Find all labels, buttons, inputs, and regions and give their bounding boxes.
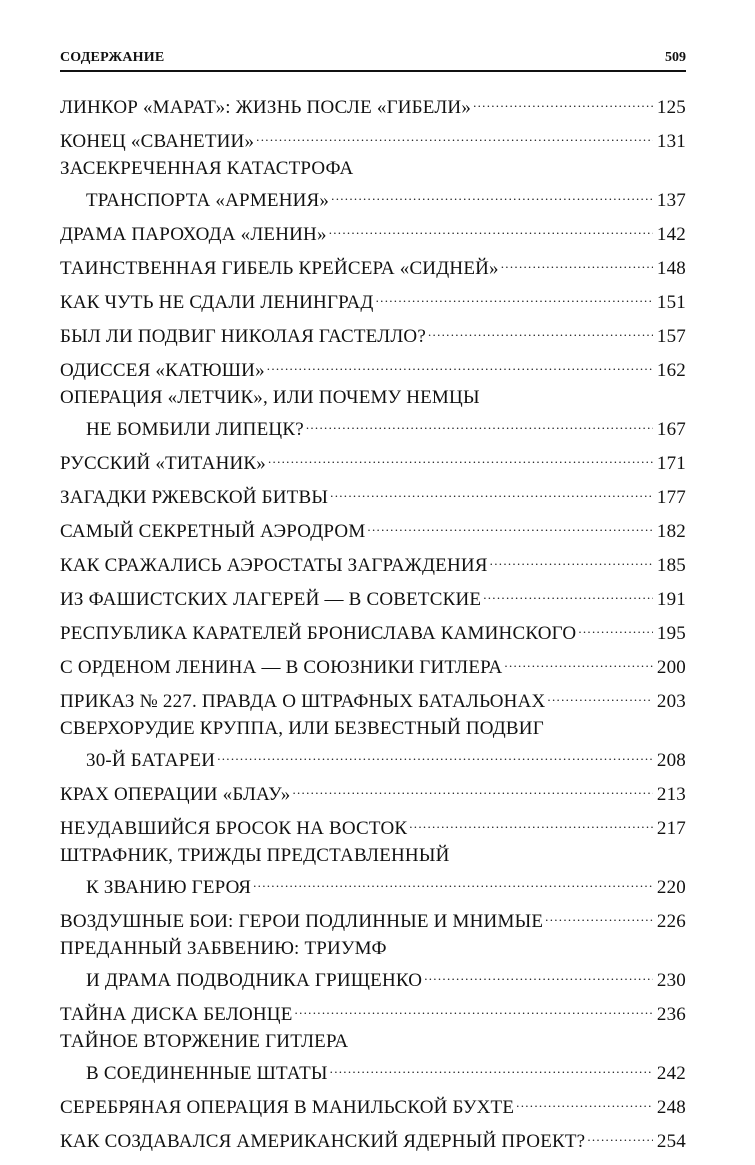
toc-entry-line xyxy=(60,249,686,279)
toc-entry-line xyxy=(60,317,686,347)
toc-entry-page-number: 213 xyxy=(656,784,686,805)
toc-entry-title: СЕРЕБРЯНАЯ ОПЕРАЦИЯ В МАНИЛЬСКОЙ БУХТЕ xyxy=(60,1097,515,1118)
toc-entry-line xyxy=(60,648,686,678)
dot-leader xyxy=(409,809,653,834)
toc-entry-line xyxy=(60,512,686,542)
toc-entry-title-line xyxy=(60,936,686,961)
dot-leader xyxy=(473,88,653,113)
toc-entry-page-number: 195 xyxy=(656,623,686,644)
toc-entry xyxy=(60,580,686,610)
toc-entry-line xyxy=(60,614,686,644)
dot-leader xyxy=(253,868,653,893)
toc-entry xyxy=(60,648,686,678)
dot-leader xyxy=(490,546,653,571)
toc-entry-title: КАК СОЗДАВАЛСЯ АМЕРИКАНСКИЙ ЯДЕРНЫЙ ПРОЕКТ? xyxy=(60,1131,586,1152)
toc-entry-page-number: 137 xyxy=(656,190,686,211)
toc-entry-page-number: 230 xyxy=(656,970,686,991)
toc-entry-page-number: 220 xyxy=(656,877,686,898)
toc-entry xyxy=(60,995,686,1025)
toc-entry-title: НЕУДАВШИЙСЯ БРОСОК НА ВОСТОК xyxy=(60,818,408,839)
toc-entry-line xyxy=(60,351,686,381)
toc-entry-title: САМЫЙ СЕКРЕТНЫЙ АЭРОДРОМ xyxy=(60,521,366,542)
toc-entry-line xyxy=(60,995,686,1025)
dot-leader xyxy=(217,741,653,766)
toc-entry-page-number: 242 xyxy=(656,1063,686,1084)
toc-entry-page-number: 200 xyxy=(656,657,686,678)
dot-leader xyxy=(331,181,653,206)
toc-entry-title-line xyxy=(60,716,686,741)
toc-entry-page-number: 254 xyxy=(656,1131,686,1152)
dot-leader xyxy=(367,512,652,537)
page-number: 509 xyxy=(665,50,686,65)
toc-entry xyxy=(60,156,686,211)
toc-entry xyxy=(60,444,686,474)
toc-entry xyxy=(60,351,686,381)
toc-entry-line xyxy=(60,283,686,313)
toc-entry-line xyxy=(60,775,686,805)
toc-entry xyxy=(60,215,686,245)
toc-entry-line xyxy=(60,478,686,508)
toc-entry-title-continuation: И ДРАМА ПОДВОДНИКА ГРИЩЕНКО xyxy=(86,970,423,991)
toc-entry xyxy=(60,122,686,152)
running-header xyxy=(60,48,686,72)
toc-entry-title: ОПЕРАЦИЯ «ЛЕТЧИК», ИЛИ ПОЧЕМУ НЕМЦЫ xyxy=(60,387,480,408)
dot-leader xyxy=(292,775,652,800)
toc-entry xyxy=(60,716,686,771)
toc-entry-title-line xyxy=(60,385,686,410)
dot-leader xyxy=(545,902,653,927)
running-header-title: СОДЕРЖАНИЕ xyxy=(60,50,165,65)
toc-entry xyxy=(60,283,686,313)
toc-entry xyxy=(60,385,686,440)
toc-entry xyxy=(60,1088,686,1118)
toc-entry-line xyxy=(60,1122,686,1152)
toc-entry-page-number: 185 xyxy=(656,555,686,576)
toc-entry-page-number: 208 xyxy=(656,750,686,771)
dot-leader xyxy=(268,444,653,469)
toc-entry-title: РЕСПУБЛИКА КАРАТЕЛЕЙ БРОНИСЛАВА КАМИНСКОГО xyxy=(60,623,577,644)
dot-leader xyxy=(330,478,653,503)
toc-entry xyxy=(60,1122,686,1152)
toc-entry-title: КАК СРАЖАЛИСЬ АЭРОСТАТЫ ЗАГРАЖДЕНИЯ xyxy=(60,555,488,576)
toc-entry-title: ДРАМА ПАРОХОДА «ЛЕНИН» xyxy=(60,224,327,245)
dot-leader xyxy=(256,122,653,147)
toc-entry xyxy=(60,614,686,644)
toc-entry-line xyxy=(60,122,686,152)
toc-entry-page-number: 177 xyxy=(656,487,686,508)
dot-leader xyxy=(504,648,653,673)
toc-entry-page-number: 125 xyxy=(656,97,686,118)
toc-entry-title: БЫЛ ЛИ ПОДВИГ НИКОЛАЯ ГАСТЕЛЛО? xyxy=(60,326,426,347)
toc-entry xyxy=(60,902,686,932)
toc-entry-page-number: 217 xyxy=(656,818,686,839)
toc-entry xyxy=(60,88,686,118)
table-of-contents xyxy=(60,88,686,1156)
toc-entry-title: КОНЕЦ «СВАНЕТИИ» xyxy=(60,131,255,152)
toc-entry xyxy=(60,1029,686,1084)
toc-entry-line xyxy=(60,410,686,440)
toc-entry-page-number: 182 xyxy=(656,521,686,542)
toc-entry-title: КАК ЧУТЬ НЕ СДАЛИ ЛЕНИНГРАД xyxy=(60,292,374,313)
toc-entry-title-continuation: К ЗВАНИЮ ГЕРОЯ xyxy=(86,877,252,898)
toc-entry-title: КРАХ ОПЕРАЦИИ «БЛАУ» xyxy=(60,784,291,805)
toc-entry-line xyxy=(60,902,686,932)
dot-leader xyxy=(330,1054,653,1079)
toc-entry-title: СВЕРХОРУДИЕ КРУППА, ИЛИ БЕЗВЕСТНЫЙ ПОДВИГ xyxy=(60,718,544,739)
dot-leader xyxy=(587,1122,653,1147)
toc-entry xyxy=(60,546,686,576)
dot-leader xyxy=(306,410,653,435)
dot-leader xyxy=(428,317,653,342)
dot-leader xyxy=(295,995,653,1020)
toc-entry-title: ШТРАФНИК, ТРИЖДЫ ПРЕДСТАВЛЕННЫЙ xyxy=(60,845,450,866)
toc-entry xyxy=(60,317,686,347)
toc-entry xyxy=(60,249,686,279)
toc-entry-page-number: 142 xyxy=(656,224,686,245)
toc-entry-page-number: 148 xyxy=(656,258,686,279)
toc-entry xyxy=(60,809,686,839)
toc-entry xyxy=(60,775,686,805)
toc-entry xyxy=(60,843,686,898)
toc-entry-line xyxy=(60,215,686,245)
toc-entry-title-line xyxy=(60,1029,686,1054)
toc-entry-page-number: 236 xyxy=(656,1004,686,1025)
toc-entry-title-continuation: НЕ БОМБИЛИ ЛИПЕЦК? xyxy=(86,419,304,440)
toc-entry-title-continuation: ТРАНСПОРТА «АРМЕНИЯ» xyxy=(86,190,330,211)
dot-leader xyxy=(267,351,653,376)
toc-entry-page-number: 167 xyxy=(656,419,686,440)
toc-entry-title-line xyxy=(60,156,686,181)
dot-leader xyxy=(501,249,653,274)
dot-leader xyxy=(329,215,653,240)
toc-entry-title-line xyxy=(60,843,686,868)
toc-entry-title: ЗАСЕКРЕЧЕННАЯ КАТАСТРОФА xyxy=(60,158,354,179)
toc-entry-title: РУССКИЙ «ТИТАНИК» xyxy=(60,453,266,474)
toc-entry-title: ОДИССЕЯ «КАТЮШИ» xyxy=(60,360,265,381)
dot-leader xyxy=(516,1088,653,1113)
toc-entry-line xyxy=(60,1054,686,1084)
toc-entry-line xyxy=(60,868,686,898)
dot-leader xyxy=(483,580,653,605)
toc-entry-title: ПРЕДАННЫЙ ЗАБВЕНИЮ: ТРИУМФ xyxy=(60,938,387,959)
toc-entry-line xyxy=(60,546,686,576)
toc-entry xyxy=(60,682,686,712)
toc-entry-line xyxy=(60,181,686,211)
toc-entry-page-number: 191 xyxy=(656,589,686,610)
toc-entry-page-number: 171 xyxy=(656,453,686,474)
dot-leader xyxy=(547,682,652,707)
dot-leader xyxy=(578,614,653,639)
toc-entry-line xyxy=(60,809,686,839)
toc-entry-title: ЛИНКОР «МАРАТ»: ЖИЗНЬ ПОСЛЕ «ГИБЕЛИ» xyxy=(60,97,472,118)
toc-entry-title: ПРИКАЗ № 227. ПРАВДА О ШТРАФНЫХ БАТАЛЬОНАХ xyxy=(60,691,546,712)
toc-entry-title: ТАИНСТВЕННАЯ ГИБЕЛЬ КРЕЙСЕРА «СИДНЕЙ» xyxy=(60,258,499,279)
toc-entry-line xyxy=(60,444,686,474)
toc-entry-page-number: 151 xyxy=(656,292,686,313)
toc-entry-line xyxy=(60,682,686,712)
toc-entry xyxy=(60,478,686,508)
toc-entry-line xyxy=(60,88,686,118)
toc-entry-title: ВОЗДУШНЫЕ БОИ: ГЕРОИ ПОДЛИННЫЕ И МНИМЫЕ xyxy=(60,911,544,932)
toc-entry-line xyxy=(60,961,686,991)
toc-entry-page-number: 226 xyxy=(656,911,686,932)
toc-entry-title: С ОРДЕНОМ ЛЕНИНА — В СОЮЗНИКИ ГИТЛЕРА xyxy=(60,657,503,678)
toc-entry-title: ТАЙНА ДИСКА БЕЛОНЦЕ xyxy=(60,1004,293,1025)
toc-entry xyxy=(60,512,686,542)
toc-entry-page-number: 248 xyxy=(656,1097,686,1118)
toc-entry-page-number: 203 xyxy=(656,691,686,712)
toc-entry-line xyxy=(60,580,686,610)
toc-entry-page-number: 157 xyxy=(656,326,686,347)
dot-leader xyxy=(424,961,653,986)
dot-leader xyxy=(376,283,653,308)
toc-entry-line xyxy=(60,741,686,771)
toc-entry-title: ИЗ ФАШИСТСКИХ ЛАГЕРЕЙ — В СОВЕТСКИЕ xyxy=(60,589,482,610)
toc-entry-page-number: 162 xyxy=(656,360,686,381)
toc-entry-title: ЗАГАДКИ РЖЕВСКОЙ БИТВЫ xyxy=(60,487,329,508)
toc-entry-line xyxy=(60,1088,686,1118)
toc-entry-title-continuation: В СОЕДИНЕННЫЕ ШТАТЫ xyxy=(86,1063,328,1084)
toc-entry-title-continuation: 30-Й БАТАРЕИ xyxy=(86,750,216,771)
toc-entry-page-number: 131 xyxy=(656,131,686,152)
toc-entry xyxy=(60,936,686,991)
toc-entry-title: ТАЙНОЕ ВТОРЖЕНИЕ ГИТЛЕРА xyxy=(60,1031,349,1052)
